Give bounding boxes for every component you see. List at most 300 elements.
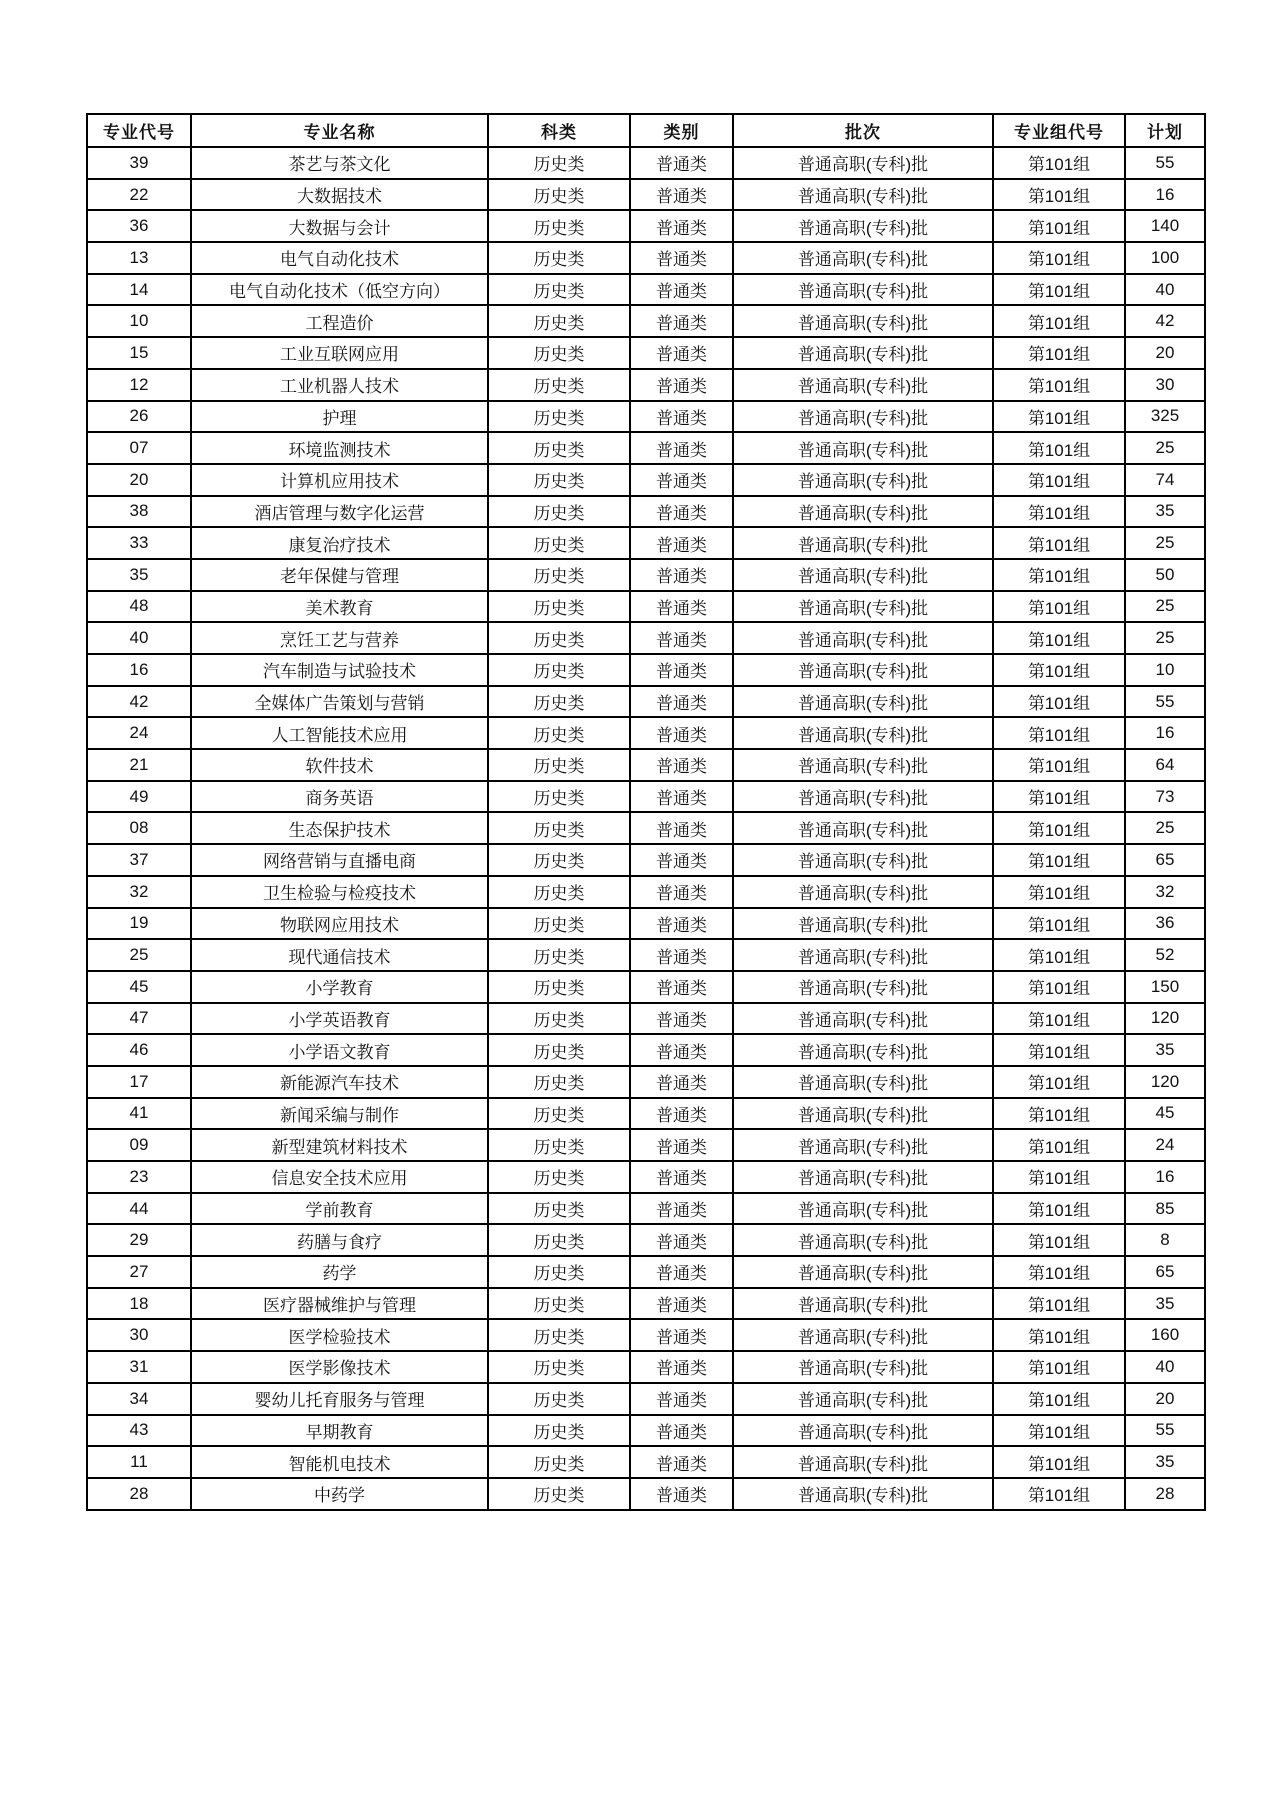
table-row <box>87 1034 1205 1066</box>
table-row <box>87 1193 1205 1225</box>
cell-subject-type: 历史类 <box>488 527 630 559</box>
cell-major-name: 商务英语 <box>191 781 488 813</box>
cell-subject-type: 历史类 <box>488 179 630 211</box>
cell-plan: 64 <box>1125 749 1205 781</box>
table-row <box>87 527 1205 559</box>
header-major-name: 专业名称 <box>191 114 488 147</box>
cell-major-name: 信息安全技术应用 <box>191 1161 488 1193</box>
cell-subject-type: 历史类 <box>488 622 630 654</box>
cell-category: 普通类 <box>630 654 733 686</box>
cell-plan: 30 <box>1125 369 1205 401</box>
cell-major-code: 30 <box>87 1319 191 1351</box>
cell-subject-type: 历史类 <box>488 464 630 496</box>
cell-plan: 120 <box>1125 1003 1205 1035</box>
cell-batch: 普通高职(专科)批 <box>733 1351 993 1383</box>
cell-batch: 普通高职(专科)批 <box>733 1034 993 1066</box>
cell-major-code: 10 <box>87 305 191 337</box>
table-row <box>87 210 1205 242</box>
cell-major-code: 21 <box>87 749 191 781</box>
cell-batch: 普通高职(专科)批 <box>733 464 993 496</box>
cell-category: 普通类 <box>630 147 733 179</box>
cell-major-name: 工业机器人技术 <box>191 369 488 401</box>
cell-batch: 普通高职(专科)批 <box>733 496 993 528</box>
cell-category: 普通类 <box>630 305 733 337</box>
cell-subject-type: 历史类 <box>488 1034 630 1066</box>
cell-major-code: 22 <box>87 179 191 211</box>
cell-group-code: 第101组 <box>993 1478 1125 1510</box>
cell-category: 普通类 <box>630 1446 733 1478</box>
cell-plan: 16 <box>1125 179 1205 211</box>
cell-category: 普通类 <box>630 496 733 528</box>
cell-category: 普通类 <box>630 844 733 876</box>
cell-major-name: 电气自动化技术（低空方向） <box>191 274 488 306</box>
cell-plan: 8 <box>1125 1224 1205 1256</box>
header-group-code: 专业组代号 <box>993 114 1125 147</box>
cell-group-code: 第101组 <box>993 591 1125 623</box>
cell-plan: 28 <box>1125 1478 1205 1510</box>
cell-batch: 普通高职(专科)批 <box>733 527 993 559</box>
cell-category: 普通类 <box>630 559 733 591</box>
table-row <box>87 717 1205 749</box>
cell-major-name: 医学影像技术 <box>191 1351 488 1383</box>
cell-plan: 35 <box>1125 1034 1205 1066</box>
cell-major-name: 电气自动化技术 <box>191 242 488 274</box>
cell-group-code: 第101组 <box>993 1256 1125 1288</box>
table-row <box>87 1383 1205 1415</box>
table-row <box>87 401 1205 433</box>
cell-plan: 24 <box>1125 1129 1205 1161</box>
cell-plan: 140 <box>1125 210 1205 242</box>
table-header-row <box>87 114 1205 147</box>
cell-subject-type: 历史类 <box>488 242 630 274</box>
cell-major-name: 药膳与食疗 <box>191 1224 488 1256</box>
cell-group-code: 第101组 <box>993 1415 1125 1447</box>
cell-category: 普通类 <box>630 812 733 844</box>
table-row <box>87 1415 1205 1447</box>
cell-major-name: 物联网应用技术 <box>191 908 488 940</box>
table-row <box>87 242 1205 274</box>
table-row <box>87 1161 1205 1193</box>
cell-major-code: 35 <box>87 559 191 591</box>
cell-plan: 25 <box>1125 591 1205 623</box>
cell-category: 普通类 <box>630 527 733 559</box>
cell-plan: 40 <box>1125 1351 1205 1383</box>
table-row <box>87 939 1205 971</box>
cell-major-code: 16 <box>87 654 191 686</box>
cell-subject-type: 历史类 <box>488 717 630 749</box>
cell-group-code: 第101组 <box>993 1224 1125 1256</box>
table-row <box>87 1256 1205 1288</box>
cell-category: 普通类 <box>630 1066 733 1098</box>
cell-group-code: 第101组 <box>993 844 1125 876</box>
cell-category: 普通类 <box>630 686 733 718</box>
cell-major-name: 医疗器械维护与管理 <box>191 1288 488 1320</box>
cell-major-code: 25 <box>87 939 191 971</box>
cell-major-name: 人工智能技术应用 <box>191 717 488 749</box>
table-row <box>87 1098 1205 1130</box>
cell-plan: 16 <box>1125 1161 1205 1193</box>
cell-group-code: 第101组 <box>993 559 1125 591</box>
header-plan: 计划 <box>1125 114 1205 147</box>
cell-major-code: 23 <box>87 1161 191 1193</box>
cell-plan: 65 <box>1125 844 1205 876</box>
table-row <box>87 369 1205 401</box>
cell-plan: 25 <box>1125 527 1205 559</box>
cell-subject-type: 历史类 <box>488 1098 630 1130</box>
cell-batch: 普通高职(专科)批 <box>733 686 993 718</box>
cell-group-code: 第101组 <box>993 1161 1125 1193</box>
cell-major-name: 早期教育 <box>191 1415 488 1447</box>
cell-batch: 普通高职(专科)批 <box>733 1161 993 1193</box>
cell-subject-type: 历史类 <box>488 1066 630 1098</box>
cell-group-code: 第101组 <box>993 305 1125 337</box>
cell-major-name: 大数据技术 <box>191 179 488 211</box>
cell-group-code: 第101组 <box>993 1383 1125 1415</box>
table-row <box>87 559 1205 591</box>
cell-subject-type: 历史类 <box>488 305 630 337</box>
cell-major-code: 13 <box>87 242 191 274</box>
cell-subject-type: 历史类 <box>488 1351 630 1383</box>
table-row <box>87 622 1205 654</box>
cell-batch: 普通高职(专科)批 <box>733 1415 993 1447</box>
table-row <box>87 496 1205 528</box>
cell-plan: 25 <box>1125 622 1205 654</box>
table-row <box>87 147 1205 179</box>
cell-batch: 普通高职(专科)批 <box>733 971 993 1003</box>
enrollment-plan-table <box>86 113 1206 1511</box>
cell-major-name: 茶艺与茶文化 <box>191 147 488 179</box>
cell-plan: 325 <box>1125 401 1205 433</box>
table-row <box>87 432 1205 464</box>
cell-category: 普通类 <box>630 432 733 464</box>
cell-group-code: 第101组 <box>993 401 1125 433</box>
cell-group-code: 第101组 <box>993 1003 1125 1035</box>
cell-major-code: 47 <box>87 1003 191 1035</box>
table-row <box>87 686 1205 718</box>
cell-plan: 25 <box>1125 812 1205 844</box>
table-row <box>87 274 1205 306</box>
cell-category: 普通类 <box>630 401 733 433</box>
cell-category: 普通类 <box>630 1478 733 1510</box>
cell-major-name: 计算机应用技术 <box>191 464 488 496</box>
cell-subject-type: 历史类 <box>488 686 630 718</box>
cell-group-code: 第101组 <box>993 527 1125 559</box>
table-row <box>87 464 1205 496</box>
cell-subject-type: 历史类 <box>488 274 630 306</box>
cell-group-code: 第101组 <box>993 939 1125 971</box>
cell-major-code: 27 <box>87 1256 191 1288</box>
cell-plan: 20 <box>1125 337 1205 369</box>
cell-subject-type: 历史类 <box>488 210 630 242</box>
cell-batch: 普通高职(专科)批 <box>733 1319 993 1351</box>
cell-batch: 普通高职(专科)批 <box>733 1003 993 1035</box>
cell-major-code: 29 <box>87 1224 191 1256</box>
cell-group-code: 第101组 <box>993 1066 1125 1098</box>
header-category: 类别 <box>630 114 733 147</box>
cell-category: 普通类 <box>630 939 733 971</box>
cell-plan: 35 <box>1125 1446 1205 1478</box>
cell-category: 普通类 <box>630 369 733 401</box>
cell-category: 普通类 <box>630 464 733 496</box>
cell-group-code: 第101组 <box>993 876 1125 908</box>
cell-subject-type: 历史类 <box>488 939 630 971</box>
cell-plan: 160 <box>1125 1319 1205 1351</box>
cell-major-code: 40 <box>87 622 191 654</box>
cell-major-name: 小学教育 <box>191 971 488 1003</box>
cell-major-code: 36 <box>87 210 191 242</box>
cell-subject-type: 历史类 <box>488 591 630 623</box>
cell-major-code: 49 <box>87 781 191 813</box>
cell-major-code: 33 <box>87 527 191 559</box>
cell-major-name: 护理 <box>191 401 488 433</box>
cell-batch: 普通高职(专科)批 <box>733 305 993 337</box>
cell-category: 普通类 <box>630 622 733 654</box>
table-row <box>87 1288 1205 1320</box>
cell-group-code: 第101组 <box>993 432 1125 464</box>
cell-major-name: 汽车制造与试验技术 <box>191 654 488 686</box>
cell-subject-type: 历史类 <box>488 147 630 179</box>
cell-major-code: 38 <box>87 496 191 528</box>
cell-major-name: 软件技术 <box>191 749 488 781</box>
table-row <box>87 1351 1205 1383</box>
table-row <box>87 781 1205 813</box>
table-row <box>87 1129 1205 1161</box>
cell-plan: 36 <box>1125 908 1205 940</box>
cell-plan: 73 <box>1125 781 1205 813</box>
cell-category: 普通类 <box>630 1288 733 1320</box>
table-row <box>87 749 1205 781</box>
cell-major-code: 07 <box>87 432 191 464</box>
cell-plan: 25 <box>1125 432 1205 464</box>
table-row <box>87 1003 1205 1035</box>
table-row <box>87 908 1205 940</box>
cell-category: 普通类 <box>630 1129 733 1161</box>
cell-major-code: 24 <box>87 717 191 749</box>
cell-major-name: 药学 <box>191 1256 488 1288</box>
cell-subject-type: 历史类 <box>488 1003 630 1035</box>
cell-group-code: 第101组 <box>993 179 1125 211</box>
cell-category: 普通类 <box>630 1161 733 1193</box>
cell-subject-type: 历史类 <box>488 1478 630 1510</box>
cell-category: 普通类 <box>630 1256 733 1288</box>
cell-category: 普通类 <box>630 1224 733 1256</box>
cell-batch: 普通高职(专科)批 <box>733 1383 993 1415</box>
cell-plan: 85 <box>1125 1193 1205 1225</box>
table-row <box>87 1446 1205 1478</box>
cell-category: 普通类 <box>630 179 733 211</box>
cell-major-code: 34 <box>87 1383 191 1415</box>
cell-major-name: 小学语文教育 <box>191 1034 488 1066</box>
table-row <box>87 1319 1205 1351</box>
cell-batch: 普通高职(专科)批 <box>733 559 993 591</box>
cell-batch: 普通高职(专科)批 <box>733 432 993 464</box>
cell-major-name: 婴幼儿托育服务与管理 <box>191 1383 488 1415</box>
cell-subject-type: 历史类 <box>488 432 630 464</box>
cell-batch: 普通高职(专科)批 <box>733 179 993 211</box>
cell-batch: 普通高职(专科)批 <box>733 908 993 940</box>
cell-subject-type: 历史类 <box>488 1129 630 1161</box>
cell-category: 普通类 <box>630 1098 733 1130</box>
cell-major-code: 37 <box>87 844 191 876</box>
table-row <box>87 844 1205 876</box>
cell-subject-type: 历史类 <box>488 401 630 433</box>
cell-batch: 普通高职(专科)批 <box>733 717 993 749</box>
cell-group-code: 第101组 <box>993 242 1125 274</box>
cell-plan: 55 <box>1125 686 1205 718</box>
cell-major-name: 美术教育 <box>191 591 488 623</box>
cell-major-name: 新闻采编与制作 <box>191 1098 488 1130</box>
cell-major-code: 15 <box>87 337 191 369</box>
cell-batch: 普通高职(专科)批 <box>733 812 993 844</box>
cell-plan: 55 <box>1125 147 1205 179</box>
cell-group-code: 第101组 <box>993 781 1125 813</box>
cell-subject-type: 历史类 <box>488 749 630 781</box>
cell-major-code: 41 <box>87 1098 191 1130</box>
header-batch: 批次 <box>733 114 993 147</box>
cell-subject-type: 历史类 <box>488 1193 630 1225</box>
table-row <box>87 654 1205 686</box>
cell-subject-type: 历史类 <box>488 1288 630 1320</box>
cell-batch: 普通高职(专科)批 <box>733 749 993 781</box>
cell-category: 普通类 <box>630 1003 733 1035</box>
cell-major-code: 39 <box>87 147 191 179</box>
cell-subject-type: 历史类 <box>488 908 630 940</box>
cell-plan: 120 <box>1125 1066 1205 1098</box>
cell-major-code: 09 <box>87 1129 191 1161</box>
cell-plan: 16 <box>1125 717 1205 749</box>
cell-group-code: 第101组 <box>993 812 1125 844</box>
cell-plan: 74 <box>1125 464 1205 496</box>
cell-group-code: 第101组 <box>993 1446 1125 1478</box>
cell-category: 普通类 <box>630 1383 733 1415</box>
cell-subject-type: 历史类 <box>488 812 630 844</box>
cell-subject-type: 历史类 <box>488 1161 630 1193</box>
cell-batch: 普通高职(专科)批 <box>733 337 993 369</box>
cell-major-name: 医学检验技术 <box>191 1319 488 1351</box>
cell-batch: 普通高职(专科)批 <box>733 369 993 401</box>
cell-plan: 55 <box>1125 1415 1205 1447</box>
cell-group-code: 第101组 <box>993 1193 1125 1225</box>
cell-plan: 52 <box>1125 939 1205 971</box>
table-row <box>87 179 1205 211</box>
cell-major-code: 43 <box>87 1415 191 1447</box>
cell-major-code: 26 <box>87 401 191 433</box>
cell-major-code: 46 <box>87 1034 191 1066</box>
cell-group-code: 第101组 <box>993 622 1125 654</box>
cell-batch: 普通高职(专科)批 <box>733 622 993 654</box>
cell-plan: 32 <box>1125 876 1205 908</box>
cell-major-name: 卫生检验与检疫技术 <box>191 876 488 908</box>
cell-plan: 10 <box>1125 654 1205 686</box>
cell-major-name: 现代通信技术 <box>191 939 488 971</box>
cell-group-code: 第101组 <box>993 908 1125 940</box>
cell-major-name: 工程造价 <box>191 305 488 337</box>
cell-batch: 普通高职(专科)批 <box>733 1256 993 1288</box>
cell-batch: 普通高职(专科)批 <box>733 591 993 623</box>
cell-batch: 普通高职(专科)批 <box>733 401 993 433</box>
cell-major-code: 31 <box>87 1351 191 1383</box>
cell-subject-type: 历史类 <box>488 781 630 813</box>
table-row <box>87 1478 1205 1510</box>
cell-major-name: 老年保健与管理 <box>191 559 488 591</box>
cell-group-code: 第101组 <box>993 464 1125 496</box>
cell-major-code: 19 <box>87 908 191 940</box>
cell-plan: 40 <box>1125 274 1205 306</box>
cell-major-name: 康复治疗技术 <box>191 527 488 559</box>
cell-subject-type: 历史类 <box>488 1415 630 1447</box>
table-row <box>87 971 1205 1003</box>
cell-major-name: 学前教育 <box>191 1193 488 1225</box>
cell-batch: 普通高职(专科)批 <box>733 1098 993 1130</box>
cell-group-code: 第101组 <box>993 496 1125 528</box>
cell-batch: 普通高职(专科)批 <box>733 654 993 686</box>
cell-subject-type: 历史类 <box>488 559 630 591</box>
cell-major-code: 14 <box>87 274 191 306</box>
cell-batch: 普通高职(专科)批 <box>733 274 993 306</box>
cell-subject-type: 历史类 <box>488 337 630 369</box>
cell-category: 普通类 <box>630 749 733 781</box>
cell-plan: 65 <box>1125 1256 1205 1288</box>
cell-plan: 35 <box>1125 496 1205 528</box>
cell-group-code: 第101组 <box>993 1034 1125 1066</box>
cell-major-name: 小学英语教育 <box>191 1003 488 1035</box>
cell-plan: 20 <box>1125 1383 1205 1415</box>
cell-batch: 普通高职(专科)批 <box>733 1224 993 1256</box>
cell-batch: 普通高职(专科)批 <box>733 1288 993 1320</box>
cell-category: 普通类 <box>630 1351 733 1383</box>
cell-category: 普通类 <box>630 1193 733 1225</box>
cell-plan: 150 <box>1125 971 1205 1003</box>
cell-subject-type: 历史类 <box>488 654 630 686</box>
cell-major-name: 环境监测技术 <box>191 432 488 464</box>
cell-subject-type: 历史类 <box>488 496 630 528</box>
cell-major-name: 新能源汽车技术 <box>191 1066 488 1098</box>
cell-group-code: 第101组 <box>993 1129 1125 1161</box>
cell-batch: 普通高职(专科)批 <box>733 1129 993 1161</box>
cell-group-code: 第101组 <box>993 274 1125 306</box>
cell-major-code: 08 <box>87 812 191 844</box>
cell-batch: 普通高职(专科)批 <box>733 147 993 179</box>
table-row <box>87 812 1205 844</box>
cell-group-code: 第101组 <box>993 337 1125 369</box>
table-row <box>87 1224 1205 1256</box>
cell-category: 普通类 <box>630 242 733 274</box>
cell-group-code: 第101组 <box>993 369 1125 401</box>
cell-major-name: 酒店管理与数字化运营 <box>191 496 488 528</box>
cell-major-name: 烹饪工艺与营养 <box>191 622 488 654</box>
cell-batch: 普通高职(专科)批 <box>733 1446 993 1478</box>
cell-subject-type: 历史类 <box>488 971 630 1003</box>
cell-plan: 45 <box>1125 1098 1205 1130</box>
cell-group-code: 第101组 <box>993 654 1125 686</box>
cell-batch: 普通高职(专科)批 <box>733 242 993 274</box>
cell-major-code: 20 <box>87 464 191 496</box>
cell-major-code: 28 <box>87 1478 191 1510</box>
cell-major-code: 42 <box>87 686 191 718</box>
cell-group-code: 第101组 <box>993 971 1125 1003</box>
cell-major-code: 17 <box>87 1066 191 1098</box>
cell-group-code: 第101组 <box>993 717 1125 749</box>
cell-category: 普通类 <box>630 908 733 940</box>
cell-category: 普通类 <box>630 717 733 749</box>
cell-plan: 50 <box>1125 559 1205 591</box>
cell-group-code: 第101组 <box>993 1098 1125 1130</box>
cell-category: 普通类 <box>630 1415 733 1447</box>
cell-subject-type: 历史类 <box>488 1256 630 1288</box>
cell-major-name: 工业互联网应用 <box>191 337 488 369</box>
cell-subject-type: 历史类 <box>488 369 630 401</box>
cell-category: 普通类 <box>630 337 733 369</box>
